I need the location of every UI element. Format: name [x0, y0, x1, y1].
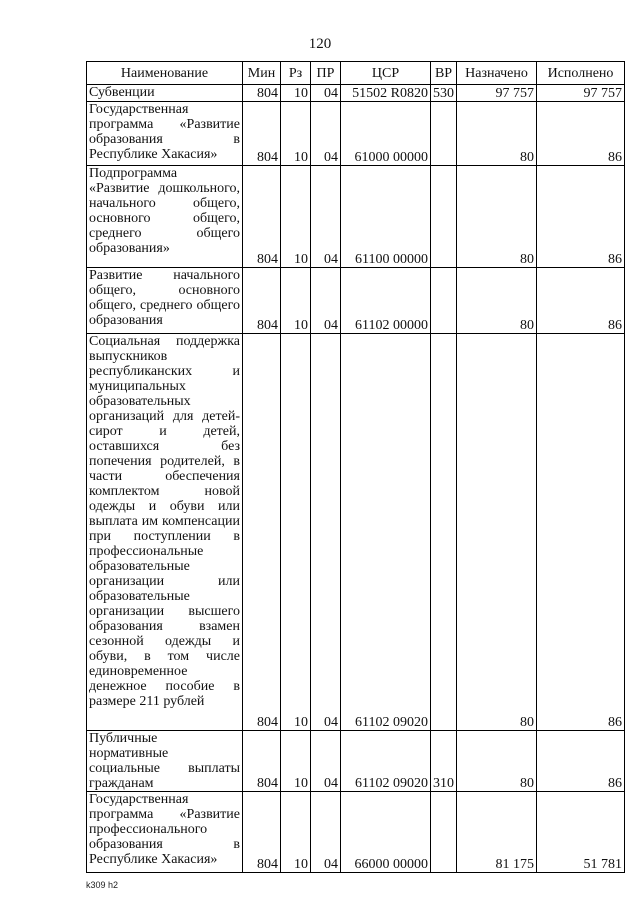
row-vr [431, 268, 457, 334]
table-row [87, 792, 625, 873]
row-name: Социальная поддержка выпускников республиканских и муниципальных образовательных организаций для детей-сирот и детей, оставшихся без попечения родителей, в части обеспечения комплектом новой одежды и обуви или выплата им компенсации при поступлении в профессиональные образовательные организации или образовательные организации высшего образования взамен сезонной одежды и обуви, в том числе единовременное денежное пособие в размере 211 рублей [89, 334, 240, 709]
row-vr [431, 166, 457, 268]
row-pr: 04 [311, 792, 341, 873]
row-rz: 10 [281, 731, 311, 792]
row-executed: 86 [537, 268, 625, 334]
table-row [87, 85, 625, 102]
row-csr: 61102 09020 [341, 731, 431, 792]
row-csr: 61102 00000 [341, 268, 431, 334]
row-assigned: 80 [457, 102, 537, 166]
header-name: Наименование [87, 62, 243, 85]
row-min: 804 [243, 102, 281, 166]
row-assigned: 80 [457, 268, 537, 334]
header-rz: Рз [281, 62, 311, 85]
row-min: 804 [243, 85, 281, 102]
row-min: 804 [243, 334, 281, 731]
row-name: Развитие начального общего, основного общего, среднего общего образования [89, 268, 240, 328]
row-min: 804 [243, 268, 281, 334]
header-vr: ВР [431, 62, 457, 85]
row-pr: 04 [311, 731, 341, 792]
row-csr: 61100 00000 [341, 166, 431, 268]
row-name: Публичные нормативные социальные выплаты гражданам [89, 731, 240, 791]
row-min: 804 [243, 731, 281, 792]
table-row [87, 334, 625, 731]
header-pr: ПР [311, 62, 341, 85]
row-rz: 10 [281, 102, 311, 166]
row-min: 804 [243, 792, 281, 873]
row-rz: 10 [281, 268, 311, 334]
row-min: 804 [243, 166, 281, 268]
budget-table [86, 61, 625, 873]
header-assigned: Назначено [457, 62, 537, 85]
row-csr: 66000 00000 [341, 792, 431, 873]
row-assigned: 80 [457, 166, 537, 268]
table-row [87, 731, 625, 792]
header-executed: Исполнено [537, 62, 625, 85]
row-name: Государственная программа «Развитие профессионального образования в Республике Хакасия» [89, 792, 240, 867]
row-pr: 04 [311, 334, 341, 731]
row-rz: 10 [281, 792, 311, 873]
row-vr [431, 102, 457, 166]
table-header-row [87, 62, 625, 85]
row-csr: 61102 09020 [341, 334, 431, 731]
row-pr: 04 [311, 268, 341, 334]
row-rz: 10 [281, 166, 311, 268]
row-assigned: 80 [457, 334, 537, 731]
row-executed: 86 [537, 731, 625, 792]
row-rz: 10 [281, 334, 311, 731]
row-pr: 04 [311, 102, 341, 166]
row-rz: 10 [281, 85, 311, 102]
row-name: Субвенции [87, 85, 243, 102]
row-csr: 51502 R0820 [341, 85, 431, 102]
table-row [87, 268, 625, 334]
header-csr: ЦСР [341, 62, 431, 85]
row-executed: 86 [537, 334, 625, 731]
row-executed: 86 [537, 102, 625, 166]
table-row [87, 102, 625, 166]
row-pr: 04 [311, 85, 341, 102]
row-assigned: 97 757 [457, 85, 537, 102]
row-assigned: 81 175 [457, 792, 537, 873]
row-csr: 61000 00000 [341, 102, 431, 166]
row-executed: 97 757 [537, 85, 625, 102]
row-executed: 51 781 [537, 792, 625, 873]
row-vr [431, 334, 457, 731]
row-vr: 530 [431, 85, 457, 102]
row-name: Подпрограмма «Развитие дошкольного, начального общего, основного общего, среднего общего образования» [89, 166, 240, 256]
header-min: Мин [243, 62, 281, 85]
row-executed: 86 [537, 166, 625, 268]
row-name: Государственная программа «Развитие образования в Республике Хакасия» [89, 102, 240, 162]
page-number: 120 [308, 36, 332, 52]
row-vr: 310 [431, 731, 457, 792]
footer-mark: k309 h2 [86, 880, 119, 890]
table-row [87, 166, 625, 268]
row-pr: 04 [311, 166, 341, 268]
row-assigned: 80 [457, 731, 537, 792]
row-vr [431, 792, 457, 873]
